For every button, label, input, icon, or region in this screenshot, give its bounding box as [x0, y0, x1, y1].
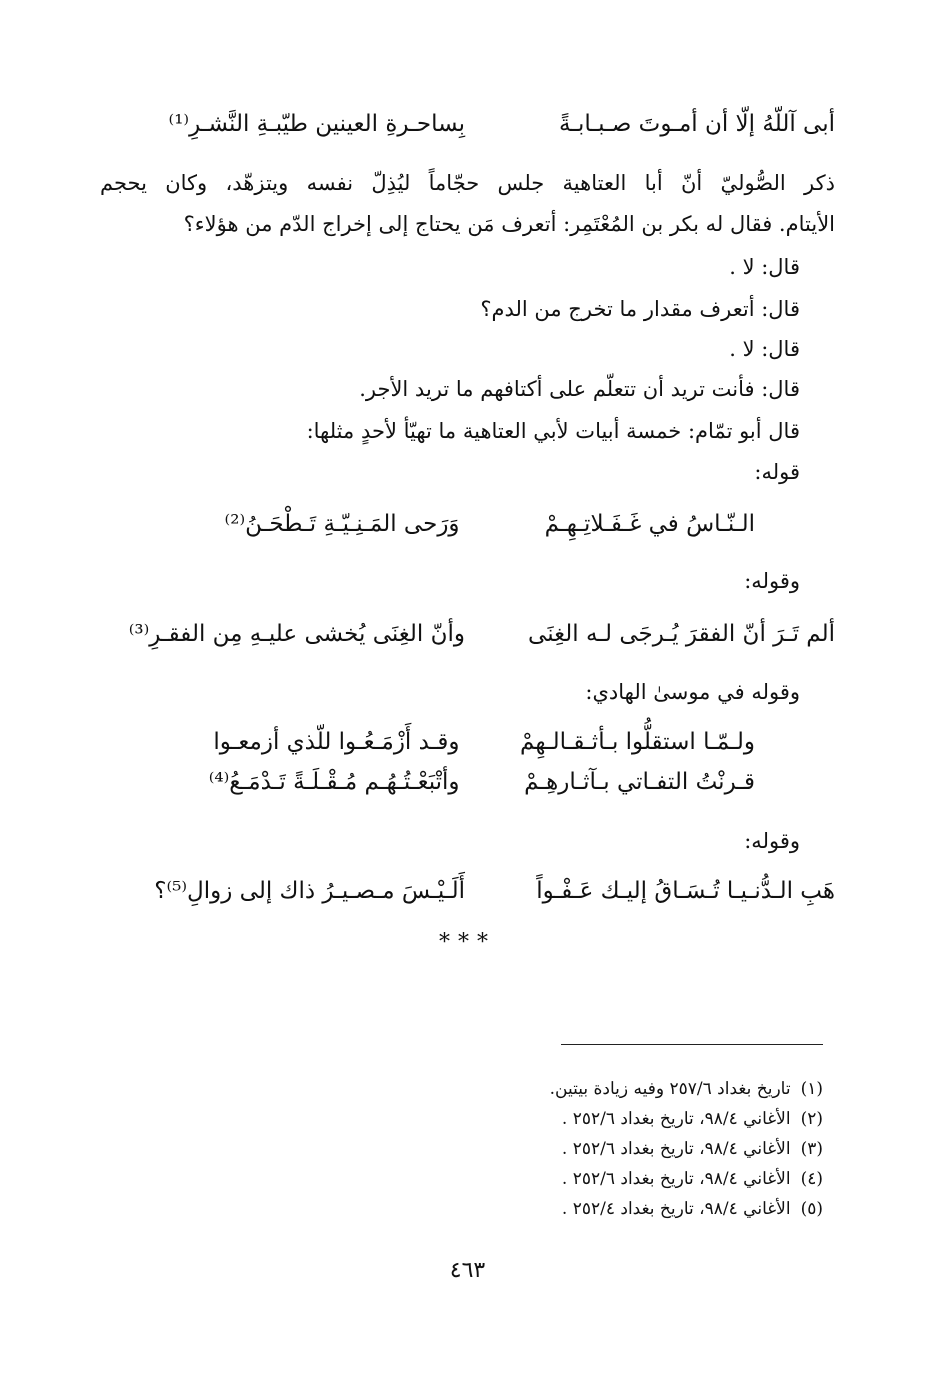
verse-4-first-hemistich: ولـمّـا استقلُّوا بـأثـقـالـهِمْ	[520, 729, 755, 755]
verse-2-second-hemistich: وَرَحى المَـنِـيّـةِ تَـطْحَـنُ⁽²⁾	[224, 511, 460, 537]
verse-5	[105, 762, 755, 802]
footnote-number: (٢)	[800, 1109, 823, 1129]
qawluhu-musa-label: وقوله في موسىٰ الهادي:	[585, 680, 800, 704]
footnote-text: تاريخ بغداد ٢٥٧/٦ وفيه زيادة بيتين.	[549, 1079, 791, 1099]
prose-paragraph-line-2: الأيتام. فقال له بكر بن المُعْتَمِر: أتعرف مَن يحتاج إلى إخراج الدّم من هؤلاء؟	[183, 212, 835, 236]
footnote-text: الأغاني ٩٨/٤، تاريخ بغداد ٢٥٢/٦ .	[561, 1109, 791, 1129]
footnote-item	[323, 1104, 823, 1134]
verse-4-second-hemistich: وقـد أَزْمَـعُـوا للّذي أزمعـوا	[213, 729, 460, 755]
footnote-number: (٤)	[800, 1169, 823, 1189]
verse-3-second-hemistich: وأنّ الغِنَى يُخشى عليـهِ مِن الفقـرِ⁽³⁾	[128, 621, 465, 647]
dialogue-line-3: قال: لا .	[729, 337, 800, 361]
qawluhu-label-3: وقوله:	[744, 829, 800, 853]
abu-tammam-line: قال أبو تمّام: خمسة أبيات لأبي العتاهية ما تهيّأ لأحدٍ مثلها:	[306, 419, 800, 443]
footnote-number: (٥)	[800, 1199, 823, 1219]
verse-1-first-hemistich: أبى آللّهُ إلّا أن أمـوتَ صـبـابـةً	[558, 111, 835, 137]
footnote-item	[323, 1074, 823, 1104]
verse-2-first-hemistich: الـنّـاسُ في غَـفَـلاتِـهِـمْ	[544, 511, 755, 537]
verse-6	[105, 871, 835, 911]
dialogue-line-2: قال: أتعرف مقدار ما تخرج من الدم؟	[480, 297, 800, 321]
verse-5-first-hemistich: قـرنْتُ التفـاتي بـآثـارهِـمْ	[524, 769, 755, 795]
dialogue-line-4: قال: فأنت تريد أن تتعلّم على أكتافهم ما تريد الأجر.	[359, 377, 800, 401]
footnote-number: (١)	[800, 1079, 823, 1099]
prose-paragraph-line-1: ذكر الصُّوليّ أنّ أبا العتاهية جلس حجّاماً ليُذِلّ نفسه ويتزهّد، وكان يحجم	[100, 171, 835, 195]
verse-1-second-hemistich: بِساحـرةِ العينين طيّبـةِ النَّشـرِ⁽¹⁾	[168, 111, 465, 137]
footnote-item	[323, 1134, 823, 1164]
footnote-text: الأغاني ٩٨/٤، تاريخ بغداد ٢٥٢/٦ .	[561, 1139, 791, 1159]
verse-4	[105, 722, 755, 762]
dialogue-line-1: قال: لا .	[729, 255, 800, 279]
footnote-rule	[561, 1044, 823, 1045]
verse-6-first-hemistich: هَبِ الـدُّنـيـا تُـسَـاقُ إليـك عَـفْـواً	[536, 878, 835, 904]
verse-1	[105, 104, 835, 144]
verse-3-first-hemistich: ألم تَـرَ أنّ الفقرَ يُـرجَى لـه الغِنَى	[528, 621, 835, 647]
footnote-text: الأغاني ٩٨/٤، تاريخ بغداد ٢٥٢/٦ .	[561, 1169, 791, 1189]
footnote-item	[323, 1164, 823, 1194]
qawluhu-label-2: وقوله:	[744, 569, 800, 593]
section-separator: ***	[439, 930, 496, 955]
footnote-number: (٣)	[800, 1139, 823, 1159]
footnotes	[323, 1074, 823, 1224]
footnote-item	[323, 1194, 823, 1224]
verse-6-second-hemistich: أَلَـيْـسَ مـصـيـرُ ذاك إلى زوالِ⁽⁵⁾؟	[154, 878, 465, 904]
footnote-text: الأغاني ٩٨/٤، تاريخ بغداد ٢٥٢/٤ .	[561, 1199, 791, 1219]
verse-2	[105, 504, 755, 544]
page-number: ٤٦٣	[449, 1258, 486, 1283]
qawluhu-label-1: قوله:	[754, 460, 800, 484]
verse-3	[105, 614, 835, 654]
verse-5-second-hemistich: وأتْبَعْـتُـهُـم مُـقْـلَـةً تَـدْمَـعُ⁽⁴⁾	[208, 769, 460, 795]
